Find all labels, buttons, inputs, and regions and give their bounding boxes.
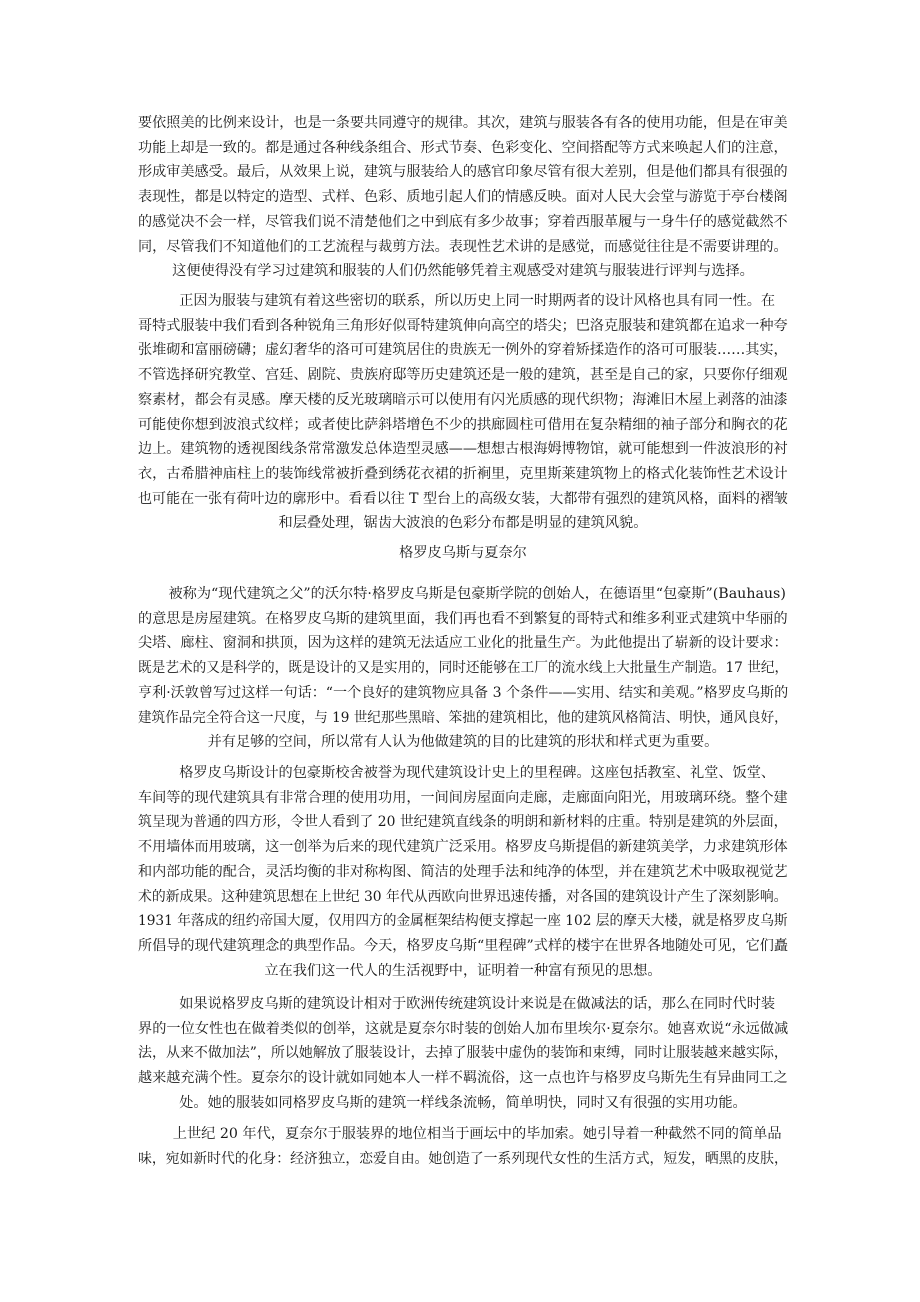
text-line: 味，宛如新时代的化身：经济独立，恋爱自由。她创造了一系列现代女性的生活方式，短发，晒黑的皮肤，	[138, 1150, 788, 1167]
text-line: 尖塔、廊柱、窗洞和拱顶，因为这样的建筑无法适应工业化的批量生产。为此他提出了崭新的设计要求：	[138, 635, 788, 652]
paragraph-3	[138, 582, 788, 755]
text-line: 形成审美感受。最后，从效果上说，建筑与服装给人的感官印象尽管有很大差别，但是他们都具有很强的	[138, 164, 788, 181]
text-line: 张堆砌和富丽磅礴；虚幻奢华的洛可可建筑居住的贵族无一例外的穿着矫揉造作的洛可可服装……其实，	[138, 342, 788, 359]
text-line: 和内部功能的配合，灵活均衡的非对称构图、简洁的处理手法和纯净的体型，并在建筑艺术中吸取视觉艺	[138, 863, 788, 880]
text-line: 并有足够的空间，所以常有人认为他做建筑的目的比建筑的形状和样式更为重要。	[207, 734, 719, 751]
text-line: 处。她的服装如同格罗皮乌斯的建筑一样线条流畅，简单明快，同时又有很强的实用功能。	[179, 1094, 747, 1111]
text-line: 的意思是房屋建筑。在格罗皮乌斯的建筑里面，我们再也看不到繁复的哥特式和维多利亚式建筑中华丽的	[138, 610, 788, 627]
text-line: 要依照美的比例来设计，也是一条要共同遵守的规律。其次，建筑与服装各有各的使用功能，但是在审美	[138, 115, 788, 131]
text-line: 衣，古希腊神庙柱上的装饰线常被折叠到绣花衣裙的折裥里，克里斯莱建筑物上的格式化装饰性艺术设计	[138, 465, 788, 482]
text-line: 法，从来不做加法”，所以她解放了服装设计，去掉了服装中虚伪的装饰和束缚，同时让服装越来越实际，	[138, 1045, 788, 1062]
text-line: 不用墙体而用玻璃，这一创举为后来的现代建筑广泛采用。格罗皮乌斯提倡的新建筑美学，力求建筑形体	[138, 839, 788, 856]
paragraph-2	[138, 289, 788, 536]
text-line: 哥特式服装中我们看到各种锐角三角形好似哥特建筑伸向高空的塔尖；巴洛克服装和建筑都在追求一种夸	[138, 317, 788, 334]
paragraph-6	[138, 1122, 788, 1171]
text-line: 如果说格罗皮乌斯的建筑设计相对于欧洲传统建筑设计来说是在做减法的话，那么在同时代时装	[150, 996, 776, 1012]
paragraph-1	[138, 111, 788, 284]
text-line: 界的一位女性也在做着类似的创举，这就是夏奈尔时装的创始人加布里埃尔·夏奈尔。她喜欢说“永远做减	[138, 1020, 789, 1037]
text-line: 术的新成果。这种建筑思想在上世纪 30 年代从西欧向世界迅速传播，对各国的建筑设计产生了深刻影响。	[138, 888, 788, 905]
text-line: 所倡导的现代建筑理念的典型作品。今天，格罗皮乌斯“里程碑”式样的楼宇在世界各地随处可见，它们矗	[138, 937, 788, 954]
text-line: 表现性，都是以特定的造型、式样、色彩、质地引起人们的情感反映。面对人民大会堂与游览于亭台楼阁	[138, 189, 788, 206]
paragraph-5	[138, 992, 788, 1116]
text-line: 这便使得没有学习过建筑和服装的人们仍然能够凭着主观感受对建筑与服装进行评判与选择。	[172, 263, 754, 280]
text-line: 和层叠处理，锯齿大波浪的色彩分布都是明显的建筑风貌。	[278, 515, 648, 532]
text-line: 建筑作品完全符合这一尺度，与 19 世纪那些黑暗、笨拙的建筑相比，他的建筑风格简洁、明快，通风良好，	[138, 709, 788, 726]
text-line: 功能上却是一致的。都是通过各种线条组合、形式节奏、色彩变化、空间搭配等方式来唤起人们的注意，	[138, 139, 788, 156]
text-line: 筑呈现为普通的四方形，令世人看到了 20 世纪建筑直线条的明朗和新材料的庄重。特别是建筑的外层面，	[138, 814, 788, 831]
paragraph-4	[138, 761, 788, 983]
text-line: 既是艺术的又是科学的，既是设计的又是实用的，同时还能够在工厂的流水线上大批量生产制造。17 世纪，	[138, 660, 789, 677]
text-line: 上世纪 20 年代，夏奈尔于服装界的地位相当于画坛中的毕加索。她引导着一种截然不同的简单品	[144, 1126, 782, 1142]
text-line: 越来越充满个性。夏奈尔的设计就如同她本人一样不羁流俗，这一点也许与格罗皮乌斯先生有异曲同工之	[138, 1070, 788, 1087]
text-line: 也可能在一张有荷叶边的廓形中。看看以往 T 型台上的高级女装，大都带有强烈的建筑风格，面料的褶皱	[138, 490, 788, 507]
text-line: 亨利·沃敦曾写过这样一句话：“一个良好的建筑物应具备 3 个条件——实用、结实和美观。”格罗皮乌斯的	[138, 684, 789, 701]
text-line: 同，尽管我们不知道他们的工艺流程与裁剪方法。表现性艺术讲的是感觉，而感觉往往是不需要讲理的。	[138, 238, 788, 255]
text-line: 可能使你想到波浪式纹样；或者使比萨斜塔增色不少的拱廊圆柱可借用在复杂精细的袖子部分和胸衣的花	[138, 416, 788, 433]
text-line: 正因为服装与建筑有着这些密切的联系，所以历史上同一时期两者的设计风格也具有同一性。在	[150, 293, 776, 309]
text-line: 边上。建筑物的透视图线条常常激发总体造型灵感——想想古根海姆博物馆，就可能想到一件波浪形的衬	[138, 441, 788, 458]
text-line: 立在我们这一代人的生活视野中，证明着一种富有预见的思想。	[264, 962, 662, 979]
text-line: 车间等的现代建筑具有非常合理的使用功用，一间间房屋面向走廊，走廊面向阳光，用玻璃环绕。整个建	[138, 789, 788, 806]
text-line: 格罗皮乌斯设计的包豪斯校舍被誉为现代建筑设计史上的里程碑。这座包括教室、礼堂、饭堂、	[150, 765, 776, 781]
text-line: 1931 年落成的纽约帝国大厦，仅用四方的金属框架结构便支撑起一座 102 层的摩天大楼，就是格罗皮乌斯	[138, 913, 788, 930]
text-line: 的感觉决不会一样，尽管我们说不清楚他们之中到底有多少故事；穿着西服革履与一身牛仔的感觉截然不	[138, 213, 788, 230]
text-line: 被称为“现代建筑之父”的沃尔特·格罗皮乌斯是包豪斯学院的创始人，在德语里“包豪斯”(Bauhaus)	[140, 586, 786, 602]
text-line: 察素材，都会有灵感。摩天楼的反光玻璃暗示可以使用有闪光质感的现代织物；海滩旧木屋上剥落的油漆	[138, 391, 788, 408]
text-line: 不管选择研究教堂、宫廷、剧院、贵族府邸等历史建筑还是一般的建筑，甚至是自己的家，只要你仔细观	[138, 367, 788, 384]
section-heading: 格罗皮乌斯与夏奈尔	[399, 545, 527, 561]
